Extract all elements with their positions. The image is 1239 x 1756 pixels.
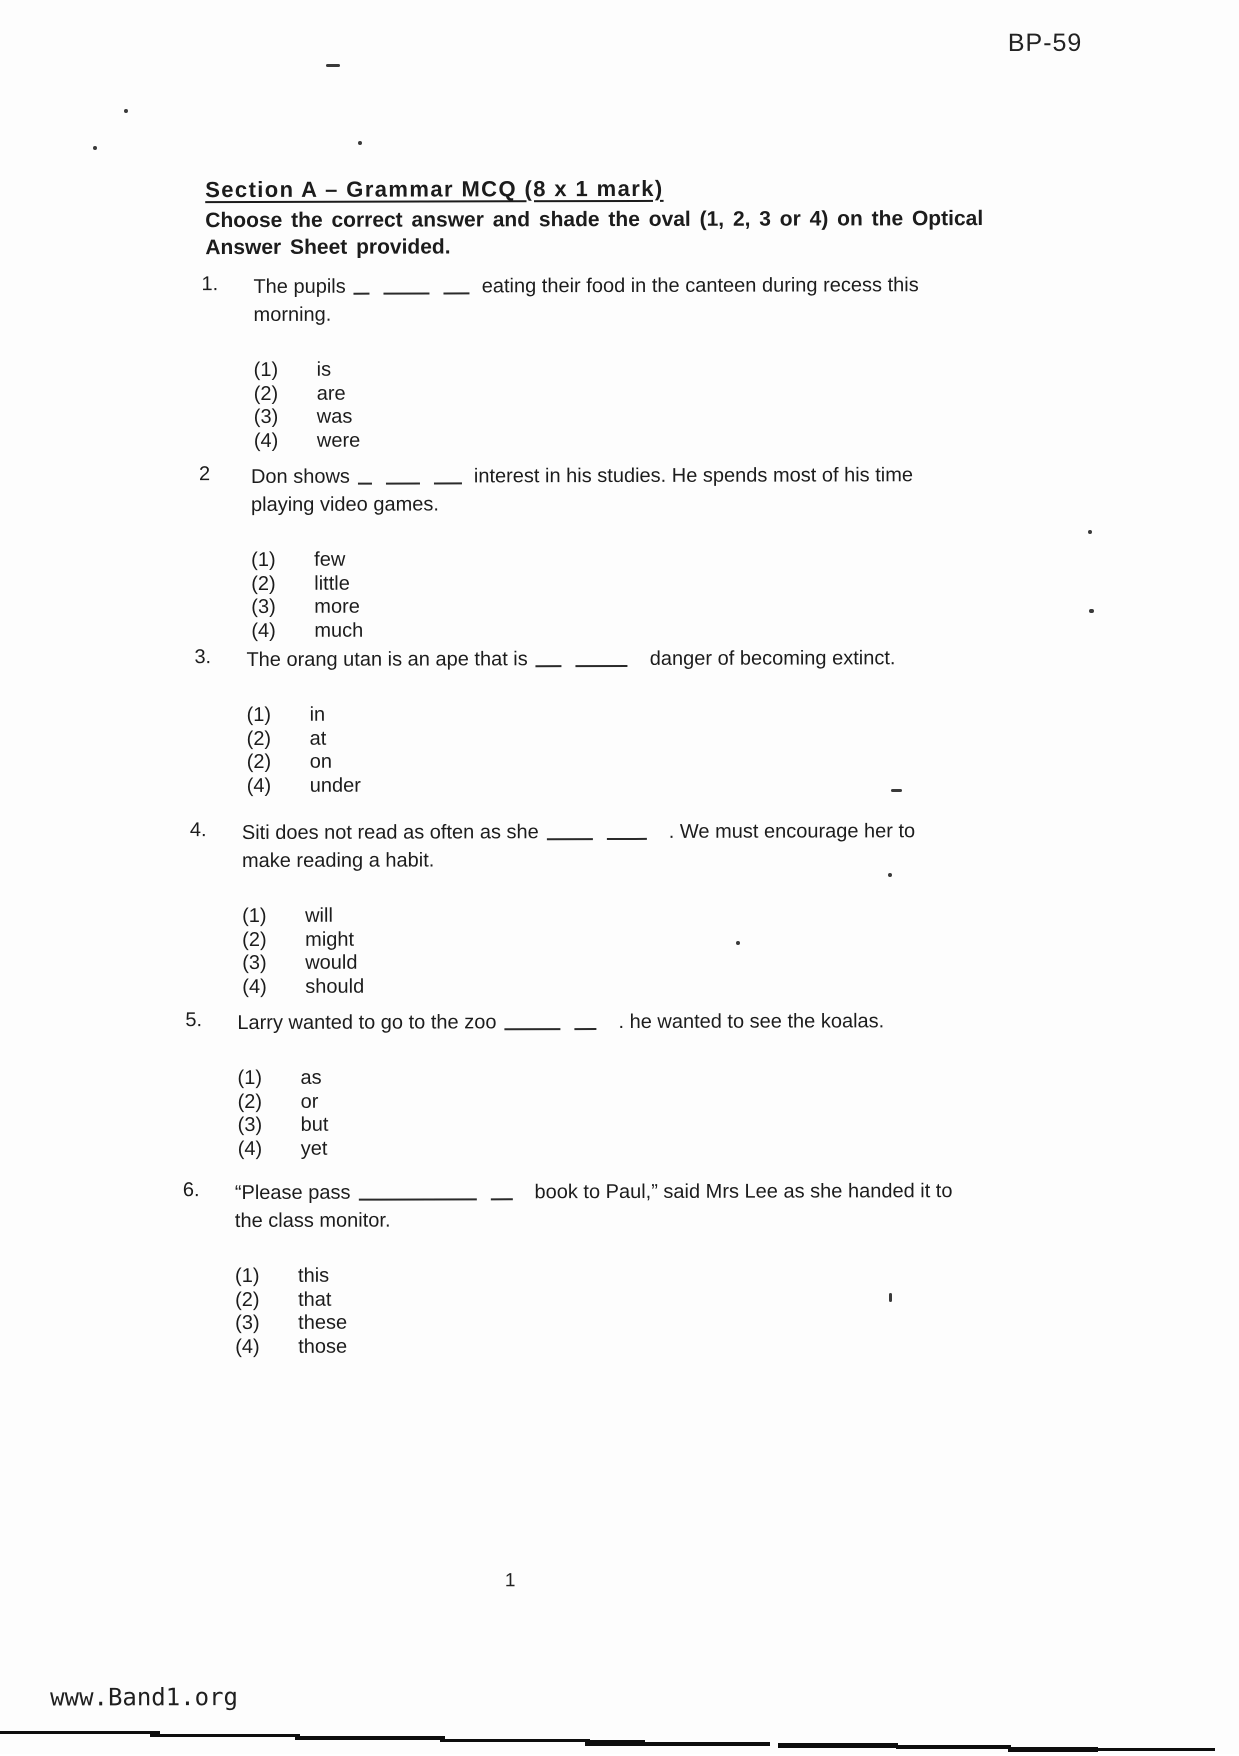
option xyxy=(235,1263,953,1288)
scan-edge-segment xyxy=(295,1736,445,1740)
question-4 xyxy=(190,817,916,999)
option xyxy=(251,618,913,643)
option-label: (3) xyxy=(235,1311,260,1335)
answer-blank xyxy=(358,462,466,490)
option-text: but xyxy=(300,1113,329,1136)
page-number: 1 xyxy=(504,1570,516,1592)
question-text-before: The pupils xyxy=(253,275,346,298)
option-text: this xyxy=(298,1264,330,1287)
option-label: (4) xyxy=(251,619,276,642)
option-text: or xyxy=(300,1090,319,1113)
question-number: 1. xyxy=(201,273,219,296)
option-text: in xyxy=(309,703,326,726)
option-label: (2) xyxy=(242,928,267,951)
option-text: on xyxy=(309,750,332,773)
scan-edge-segment xyxy=(640,1742,770,1746)
option-text: under xyxy=(309,774,361,797)
options-list xyxy=(242,903,916,999)
option xyxy=(242,950,915,975)
option-label: (4) xyxy=(237,1137,263,1160)
option xyxy=(238,1136,885,1161)
instructions-line-1: Choose the correct answer and shade the oval (1, 2, 3 or 4) on the Optical xyxy=(205,207,984,233)
option-label: (2) xyxy=(235,1288,260,1311)
section-instructions xyxy=(205,205,983,261)
option-label: (4) xyxy=(242,975,267,998)
scan-edge-segment xyxy=(1008,1747,1098,1752)
section-heading: Section A – Grammar MCQ (8 x 1 mark) xyxy=(205,175,664,203)
question-text-line2: make reading a habit. xyxy=(241,849,435,872)
option-text: those xyxy=(298,1335,348,1358)
scan-speck xyxy=(888,873,892,877)
option-label: (3) xyxy=(237,1113,263,1137)
instructions-line-2: Answer Sheet provided. xyxy=(205,235,451,260)
option-text: yet xyxy=(300,1137,328,1160)
option xyxy=(235,1287,953,1312)
option-text: much xyxy=(314,619,364,642)
answer-blank xyxy=(354,272,474,300)
question-text-line2: morning. xyxy=(253,303,332,326)
question-number: 6. xyxy=(182,1179,200,1202)
options-list xyxy=(237,1065,884,1161)
question-text-before: The orang utan is an ape that is xyxy=(246,648,528,671)
footer-url: www.Band1.org xyxy=(50,1683,239,1712)
option-label: (2) xyxy=(251,572,276,595)
option-text: few xyxy=(314,548,346,571)
option-label: (4) xyxy=(235,1335,260,1358)
option-text: might xyxy=(305,928,355,951)
question-text-line2: playing video games. xyxy=(250,493,439,516)
scan-edge-segment xyxy=(778,1743,898,1748)
option-text: little xyxy=(314,572,350,595)
question-1 xyxy=(201,271,919,453)
option xyxy=(247,749,896,774)
option-text: will xyxy=(305,904,333,927)
scan-speck xyxy=(1088,530,1092,534)
option-text: is xyxy=(316,358,332,381)
scan-speck xyxy=(891,789,902,792)
option-label: (3) xyxy=(242,951,267,974)
scan-edge-segment xyxy=(0,1731,160,1734)
option xyxy=(235,1334,953,1359)
option-label: (3) xyxy=(253,405,279,428)
scan-speck xyxy=(736,941,740,945)
option xyxy=(251,547,913,572)
options-list xyxy=(235,1263,953,1359)
option xyxy=(251,571,913,596)
question-text-after: . We must encourage her to xyxy=(668,820,916,843)
question-5 xyxy=(185,1007,884,1161)
option-label: (3) xyxy=(251,595,276,618)
option-text: more xyxy=(314,595,360,618)
option-label: (1) xyxy=(235,1264,260,1288)
option xyxy=(238,1089,885,1114)
question-6 xyxy=(183,1177,953,1359)
option-text: as xyxy=(300,1066,322,1089)
question-text-after: . he wanted to see the koalas. xyxy=(618,1010,885,1034)
scan-speck xyxy=(326,64,340,67)
question-text-after: eating their food in the canteen during recess this xyxy=(481,274,919,298)
option-label: (1) xyxy=(242,904,267,927)
question-number: 5. xyxy=(185,1009,203,1032)
options-list xyxy=(251,547,913,643)
option-label: (4) xyxy=(253,429,279,452)
option xyxy=(247,702,896,727)
option xyxy=(242,927,915,952)
option xyxy=(242,903,915,928)
answer-blank xyxy=(536,645,642,673)
question-text-after: book to Paul,” said Mrs Lee as she handed it to xyxy=(534,1180,953,1204)
question-text-before: Larry wanted to go to the zoo xyxy=(237,1011,497,1035)
option-text: were xyxy=(316,429,361,452)
question-number: 2 xyxy=(198,463,211,486)
option xyxy=(247,726,896,751)
option-text: are xyxy=(316,382,346,405)
question-text-before: Siti does not read as often as she xyxy=(241,821,539,844)
option xyxy=(237,1065,884,1090)
answer-blank xyxy=(504,1008,610,1036)
option-label: (2) xyxy=(253,382,279,405)
option-text: would xyxy=(305,951,358,974)
option-label: (1) xyxy=(246,703,272,726)
scan-edge-segment xyxy=(440,1739,590,1742)
scan-speck xyxy=(124,109,128,113)
question-text-before: “Please pass xyxy=(234,1181,351,1205)
option xyxy=(238,1112,885,1137)
option xyxy=(251,594,913,619)
question-number: 3. xyxy=(194,646,212,669)
option-label: (2) xyxy=(246,750,272,773)
document-code: BP-59 xyxy=(1007,28,1083,57)
option-label: (1) xyxy=(237,1066,263,1090)
option-text: was xyxy=(316,405,353,428)
question-2 xyxy=(199,461,914,643)
scan-edge-segment xyxy=(585,1740,645,1746)
scan-edge-segment xyxy=(1095,1748,1215,1751)
question-number: 4. xyxy=(189,819,207,842)
option-label: (1) xyxy=(253,358,279,381)
question-text-after: interest in his studies. He spends most of his time xyxy=(473,464,914,488)
option xyxy=(235,1310,953,1335)
scan-speck xyxy=(889,1293,892,1302)
option-label: (2) xyxy=(237,1090,263,1113)
option xyxy=(254,357,919,382)
option xyxy=(254,404,919,429)
option-text: at xyxy=(309,727,327,750)
option xyxy=(242,974,915,999)
scan-edge-segment xyxy=(150,1734,300,1737)
options-list xyxy=(254,357,919,453)
option-text: that xyxy=(298,1288,332,1311)
answer-blank xyxy=(547,818,661,846)
option xyxy=(254,428,919,453)
option-label: (1) xyxy=(251,548,276,571)
option xyxy=(254,381,919,406)
option-text: these xyxy=(298,1311,348,1334)
option-label: (4) xyxy=(246,774,272,797)
answer-blank xyxy=(358,1178,526,1206)
question-text-line2: the class monitor. xyxy=(234,1209,391,1233)
options-list xyxy=(247,702,896,798)
scan-speck xyxy=(93,146,97,150)
option xyxy=(247,773,896,798)
scan-speck xyxy=(358,141,362,145)
option-label: (2) xyxy=(246,727,272,750)
scan-speck xyxy=(1089,609,1094,613)
scan-edge-segment xyxy=(896,1745,1011,1749)
option-text: should xyxy=(305,975,365,998)
question-text-after: danger of becoming extinct. xyxy=(649,647,896,670)
question-3 xyxy=(194,644,895,798)
question-text-before: Don shows xyxy=(250,465,350,488)
